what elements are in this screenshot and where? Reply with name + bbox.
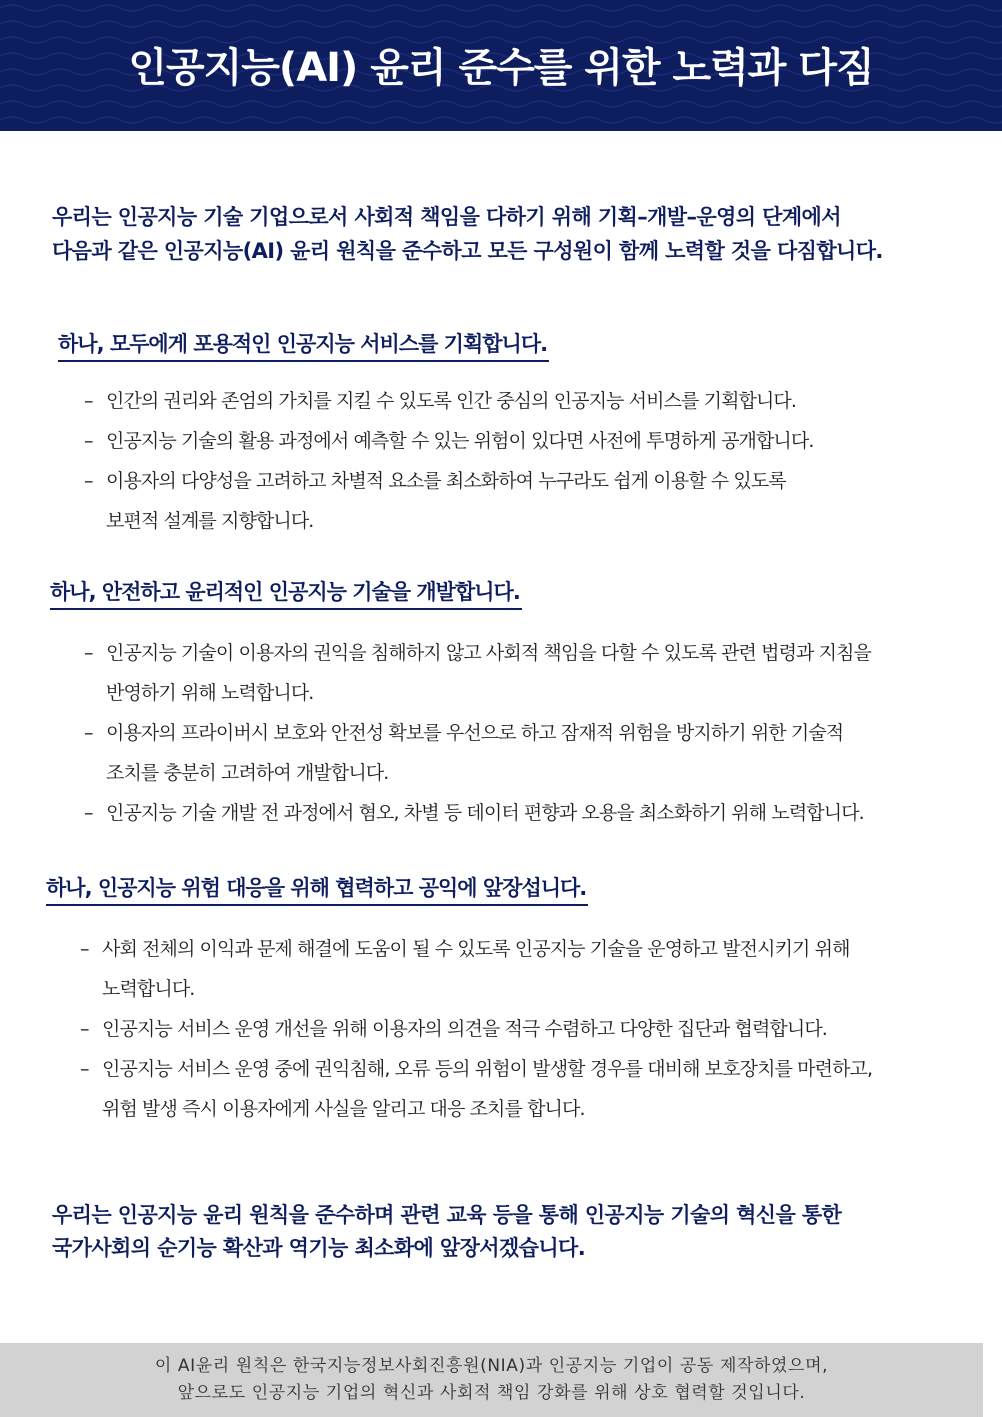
- closing-statement: [52, 1199, 972, 1265]
- section-heading-inclusive: 하나, 모두에게 포용적인 인공지능 서비스를 기획합니다.: [58, 328, 549, 362]
- section-bullets-cooperation: [80, 929, 872, 1129]
- closing-line: 국가사회의 순기능 확산과 역기능 최소화에 앞장서겠습니다.: [52, 1236, 586, 1260]
- list-item: [84, 793, 871, 833]
- intro-line: 우리는 인공지능 기술 기업으로서 사회적 책임을 다하기 위해 기획–개발–운영의 단계에서: [52, 205, 841, 229]
- list-item-text: 조치를 충분히 고려하여 개발합니다.: [106, 762, 389, 784]
- intro-line: 다음과 같은 인공지능(AI) 윤리 원칙을 준수하고 모든 구성원이 함께 노력할 것을 다짐합니다.: [52, 239, 883, 263]
- dash-marker: –: [80, 938, 89, 960]
- list-item-text: 이용자의 다양성을 고려하고 차별적 요소를 최소화하여 누구라도 쉽게 이용할 수 있도록: [106, 470, 786, 492]
- section-heading-safe: 하나, 안전하고 윤리적인 인공지능 기술을 개발합니다.: [50, 576, 522, 610]
- list-item-text: 인공지능 기술이 이용자의 권익을 침해하지 않고 사회적 책임을 다할 수 있도록 관련 법령과 지침을: [106, 642, 871, 664]
- list-item-text: 인공지능 기술의 활용 과정에서 예측할 수 있는 위험이 있다면 사전에 투명하게 공개합니다.: [106, 430, 814, 452]
- list-item-text: 보편적 설계를 지향합니다.: [106, 510, 314, 532]
- section-bullets-inclusive: [84, 381, 813, 541]
- page-title: 인공지능(AI) 윤리 준수를 위한 노력과 다짐: [128, 45, 874, 91]
- dash-marker: –: [80, 1018, 89, 1040]
- list-item-text: 인간의 권리와 존엄의 가치를 지킬 수 있도록 인간 중심의 인공지능 서비스를 기획합니다.: [106, 390, 797, 412]
- list-item: [84, 633, 871, 713]
- footer-note: [0, 1343, 983, 1417]
- dash-marker: –: [84, 722, 93, 744]
- dash-marker: –: [80, 1058, 89, 1080]
- list-item-text: 노력합니다.: [102, 978, 195, 1000]
- list-item: [84, 461, 813, 541]
- list-item-text: 인공지능 서비스 운영 중에 권익침해, 오류 등의 위험이 발생할 경우를 대비해 보호장치를 마련하고,: [102, 1058, 873, 1080]
- list-item: [84, 421, 813, 461]
- intro-paragraph: [52, 200, 972, 268]
- list-item: [80, 929, 872, 1009]
- list-item-text: 인공지능 기술 개발 전 과정에서 혐오, 차별 등 데이터 편향과 오용을 최소화하기 위해 노력합니다.: [106, 802, 864, 824]
- dash-marker: –: [84, 802, 93, 824]
- list-item: [80, 1009, 872, 1049]
- dash-marker: –: [84, 642, 93, 664]
- list-item: [84, 713, 871, 793]
- closing-line: 우리는 인공지능 윤리 원칙을 준수하며 관련 교육 등을 통해 인공지능 기술의 혁신을 통한: [52, 1203, 842, 1227]
- list-item: [84, 381, 813, 421]
- footer-line: 이 AI윤리 원칙은 한국지능정보사회진흥원(NIA)과 인공지능 기업이 공동 제작하였으며,: [154, 1356, 829, 1376]
- list-item-text: 인공지능 서비스 운영 개선을 위해 이용자의 의견을 적극 수렴하고 다양한 집단과 협력합니다.: [102, 1018, 827, 1040]
- list-item-text: 사회 전체의 이익과 문제 해결에 도움이 될 수 있도록 인공지능 기술을 운영하고 발전시키기 위해: [102, 938, 850, 960]
- section-heading-cooperation: 하나, 인공지능 위험 대응을 위해 협력하고 공익에 앞장섭니다.: [46, 872, 588, 906]
- dash-marker: –: [84, 390, 93, 412]
- list-item-text: 위험 발생 즉시 이용자에게 사실을 알리고 대응 조치를 합니다.: [102, 1098, 585, 1120]
- footer-line: 앞으로도 인공지능 기업의 혁신과 사회적 책임 강화를 위해 상호 협력할 것입니다.: [177, 1383, 806, 1403]
- section-bullets-safe: [84, 633, 871, 833]
- list-item-text: 이용자의 프라이버시 보호와 안전성 확보를 우선으로 하고 잠재적 위험을 방지하기 위한 기술적: [106, 722, 844, 744]
- dash-marker: –: [84, 470, 93, 492]
- dash-marker: –: [84, 430, 93, 452]
- list-item-text: 반영하기 위해 노력합니다.: [106, 682, 314, 704]
- header-banner: [0, 0, 1002, 131]
- list-item: [80, 1049, 872, 1129]
